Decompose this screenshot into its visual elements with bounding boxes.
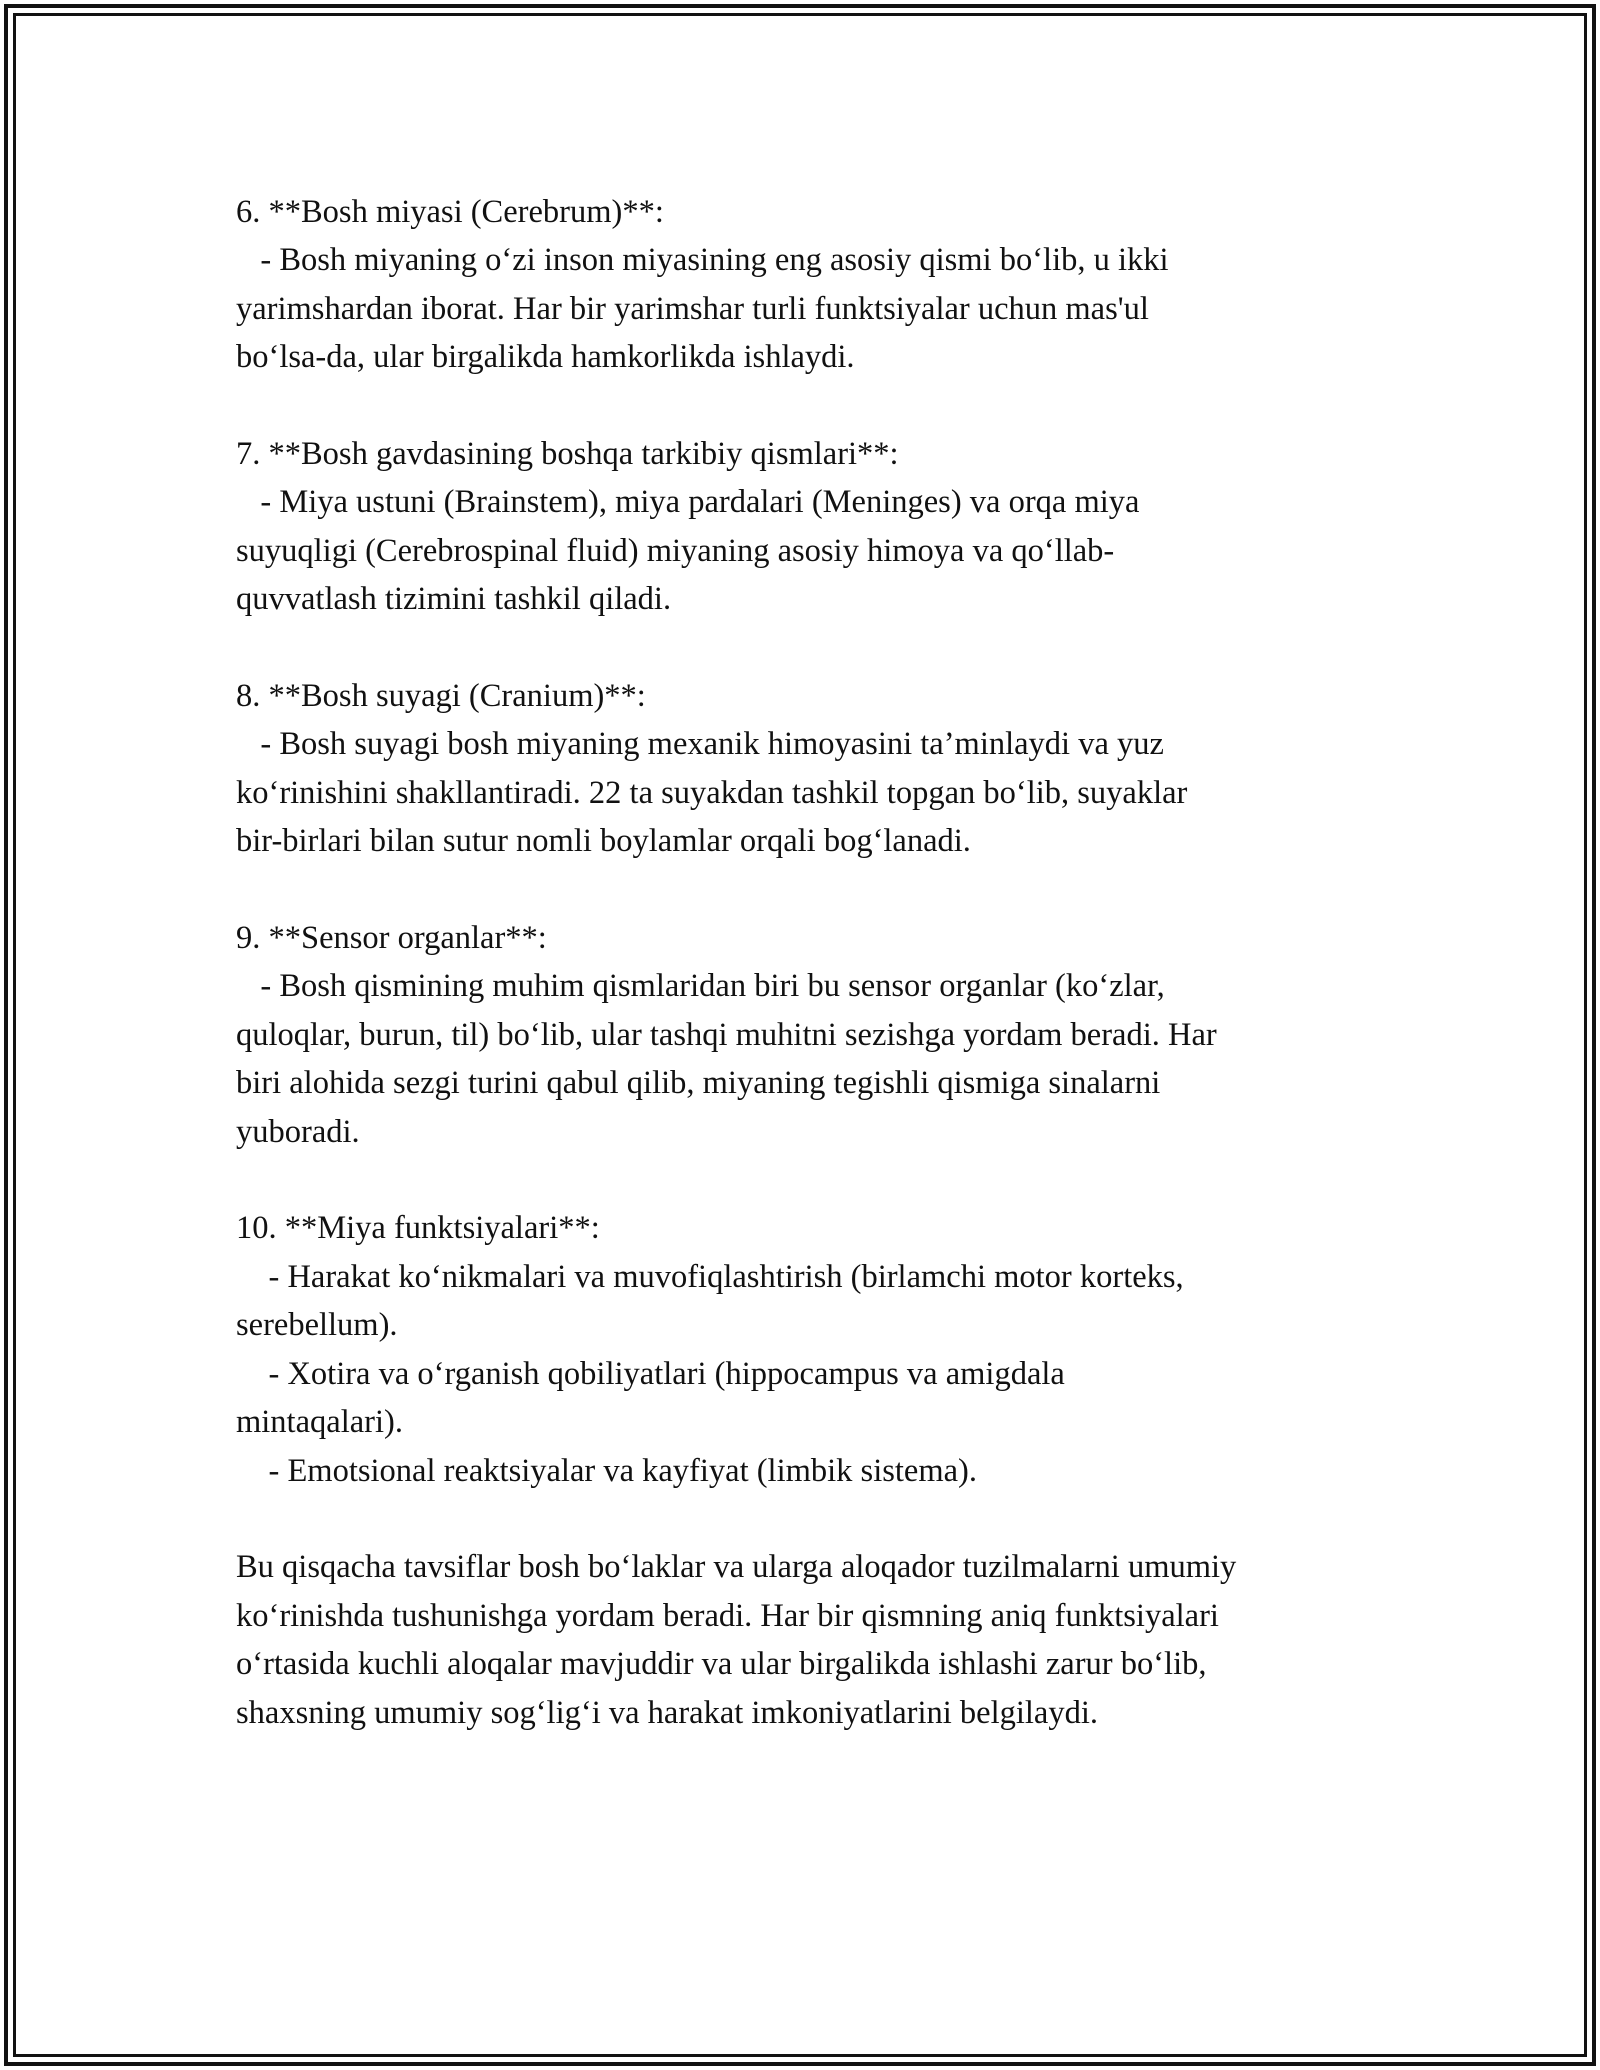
section-sensory-organs <box>236 914 1396 1156</box>
section-text-line: quloqlar, burun, til) bo‘lib, ular tashqi muhitni sezishga yordam beradi. Har <box>236 1016 1217 1053</box>
section-heading: 9. **Sensor organlar**: <box>236 920 547 957</box>
section-heading: 8. **Bosh suyagi (Cranium)**: <box>236 678 646 715</box>
section-other-parts <box>236 430 1396 624</box>
section-text-line: - Harakat ko‘nikmalari va muvofiqlashtirish (birlamchi motor korteks, <box>236 1258 1184 1295</box>
section-heading: 10. **Miya funktsiyalari**: <box>236 1210 600 1247</box>
section-text-line: - Bosh qismining muhim qismlaridan biri bu sensor organlar (ko‘zlar, <box>236 968 1165 1005</box>
section-text-line: suyuqligi (Cerebrospinal fluid) miyaning asosiy himoya va qo‘llab- <box>236 532 1115 569</box>
section-text-line: - Xotira va o‘rganish qobiliyatlari (hippocampus va amigdala <box>236 1355 1065 1392</box>
section-heading: 6. **Bosh miyasi (Cerebrum)**: <box>236 194 664 230</box>
section-text-line: serebellum). <box>236 1307 398 1344</box>
section-text-line: ko‘rinishini shakllantiradi. 22 ta suyakdan tashkil topgan bo‘lib, suyaklar <box>236 774 1188 811</box>
section-text-line: mintaqalari). <box>236 1404 403 1441</box>
section-cerebrum <box>236 188 1396 382</box>
conclusion-text-line: ko‘rinishda tushunishga yordam beradi. Har bir qismning aniq funktsiyalari <box>236 1597 1219 1634</box>
section-text-line: yuboradi. <box>236 1113 360 1150</box>
section-heading: 7. **Bosh gavdasining boshqa tarkibiy qismlari**: <box>236 436 899 473</box>
conclusion-text-line: Bu qisqacha tavsiflar bosh bo‘laklar va ularga aloqador tuzilmalarni umumiy <box>236 1549 1237 1586</box>
section-text-line: quvvatlash tizimini tashkil qiladi. <box>236 581 672 618</box>
section-cranium <box>236 672 1396 866</box>
section-text-line: bo‘lsa-da, ular birgalikda hamkorlikda ishlaydi. <box>236 339 855 376</box>
conclusion-text-line: o‘rtasida kuchli aloqalar mavjuddir va ular birgalikda ishlashi zarur bo‘lib, <box>236 1646 1207 1683</box>
document-body <box>236 188 1396 1737</box>
section-text-line: bir-birlari bilan sutur nomli boylamlar orqali bog‘lanadi. <box>236 823 971 860</box>
section-text-line: biri alohida sezgi turini qabul qilib, miyaning tegishli qismiga sinalarni <box>236 1065 1161 1102</box>
section-text-line: - Bosh miyaning o‘zi inson miyasining eng asosiy qismi bo‘lib, u ikki <box>236 242 1169 279</box>
conclusion-paragraph <box>236 1543 1396 1737</box>
section-text-line: yarimshardan iborat. Har bir yarimshar turli funktsiyalar uchun mas'ul <box>236 290 1149 327</box>
section-text-line: - Bosh suyagi bosh miyaning mexanik himoyasini ta’minlaydi va yuz <box>236 726 1164 763</box>
section-brain-functions <box>236 1204 1396 1494</box>
conclusion-text-line: shaxsning umumiy sog‘lig‘i va harakat imkoniyatlarini belgilaydi. <box>236 1694 1098 1731</box>
section-text-line: - Miya ustuni (Brainstem), miya pardalari (Meninges) va orqa miya <box>236 484 1140 521</box>
section-text-line: - Emotsional reaktsiyalar va kayfiyat (limbik sistema). <box>236 1452 977 1489</box>
